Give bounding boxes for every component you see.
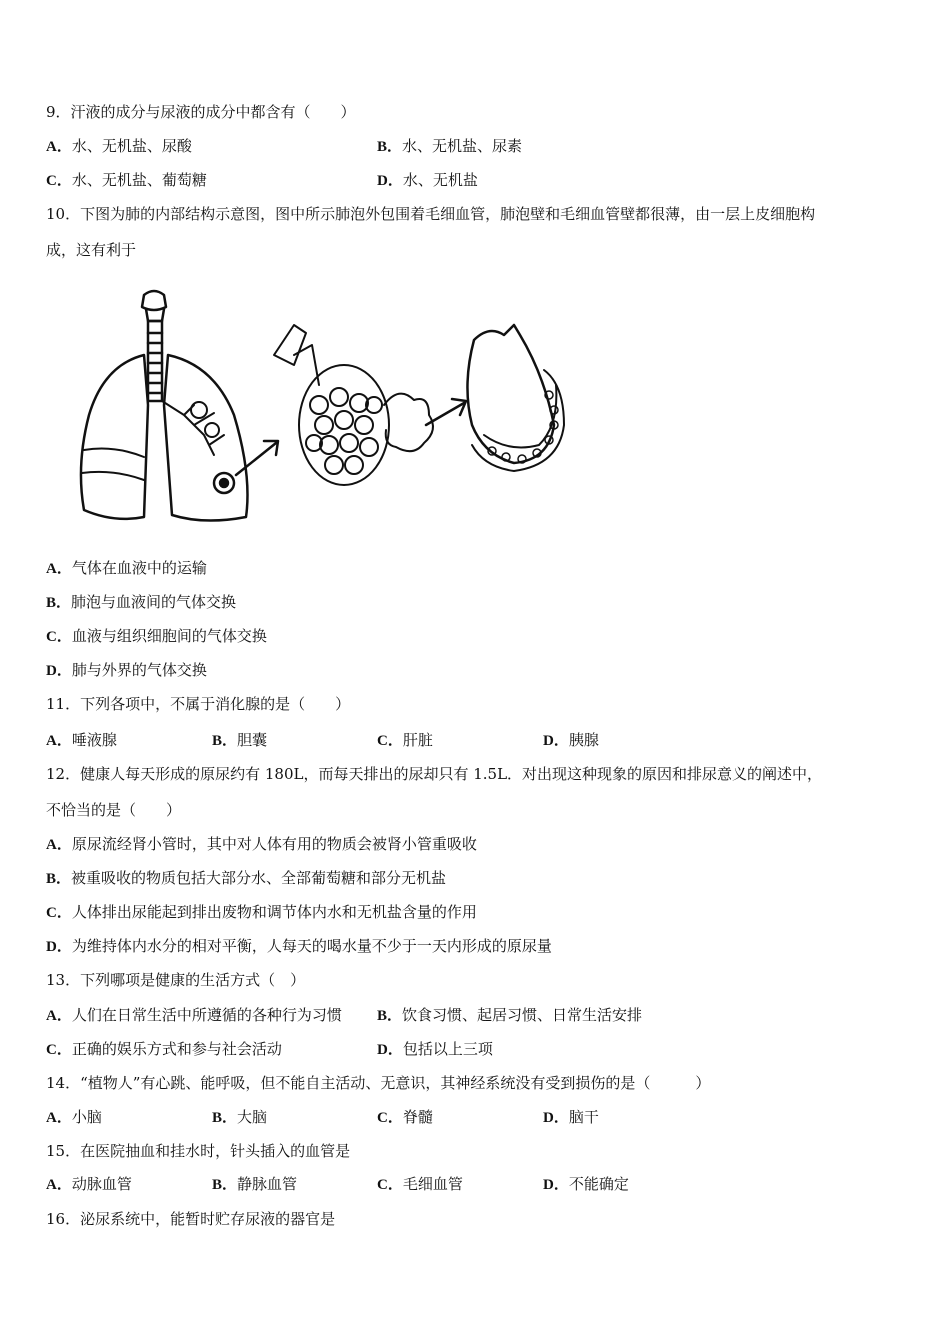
q12-option-b[interactable]: B．被重吸收的物质包括大部分水、全部葡萄糖和部分无机盐 [46,869,447,887]
q9-stem: 9．汗液的成分与尿液的成分中都含有（ ） [46,103,356,121]
q14-option-b[interactable]: B．大脑 [212,1108,268,1126]
q11-option-c[interactable]: C．肝脏 [377,731,433,749]
q9-option-a[interactable]: A．水、无机盐、尿酸 [46,137,192,155]
q13-option-d[interactable]: D．包括以上三项 [377,1040,493,1058]
lung-structure-figure [44,285,574,530]
q9-option-d[interactable]: D．水、无机盐 [377,171,478,189]
q10-option-d[interactable]: D．肺与外界的气体交换 [46,661,207,679]
alveolus-capillary-diagram [467,325,564,471]
q14-option-a[interactable]: A．小脑 [46,1108,102,1126]
q15-option-a[interactable]: A．动脉血管 [46,1175,132,1193]
q12-option-c[interactable]: C．人体排出尿能起到排出废物和调节体内水和无机盐含量的作用 [46,903,477,921]
left-lung-diagram [81,355,148,519]
q11-option-a[interactable]: A．唾液腺 [46,731,117,749]
q14-stem: 14．“植物人”有心跳、能呼吸，但不能自主活动、无意识，其神经系统没有受到损伤的是（ ） [46,1074,711,1092]
q13-stem: 13．下列哪项是健康的生活方式（ ） [46,971,306,989]
q16-stem: 16．泌尿系统中，能暂时贮存尿液的器官是 [46,1210,336,1228]
q12-stem-line1: 12．健康人每天形成的原尿约有 180L，而每天排出的尿却只有 1.5L．对出现这种现象的原因和排尿意义的阐述中， [46,765,823,783]
q12-stem-line2: 不恰当的是（ ） [46,801,182,819]
q10-stem-line1: 10．下图为肺的内部结构示意图，图中所示肺泡外包围着毛细血管，肺泡壁和毛细血管壁都很薄，由一层上皮细胞构 [46,205,816,223]
q13-option-a[interactable]: A．人们在日常生活中所遵循的各种行为习惯 [46,1006,342,1024]
q13-option-c[interactable]: C．正确的娱乐方式和参与社会活动 [46,1040,282,1058]
q14-option-d[interactable]: D．脑干 [543,1108,599,1126]
q15-option-c[interactable]: C．毛细血管 [377,1175,463,1193]
q11-stem: 11．下列各项中，不属于消化腺的是（ ） [46,695,351,713]
alveoli-cluster-diagram [274,325,433,485]
q11-option-b[interactable]: B．胆囊 [212,731,268,749]
q9-option-c[interactable]: C．水、无机盐、葡萄糖 [46,171,207,189]
q15-option-b[interactable]: B．静脉血管 [212,1175,298,1193]
q9-option-b[interactable]: B．水、无机盐、尿素 [377,137,523,155]
q10-option-c[interactable]: C．血液与组织细胞间的气体交换 [46,627,267,645]
q10-stem-line2: 成，这有利于 [46,241,137,259]
q11-option-d[interactable]: D．胰腺 [543,731,599,749]
q12-option-d[interactable]: D．为维持体内水分的相对平衡，人每天的喝水量不少于一天内形成的原尿量 [46,937,552,955]
q10-option-b[interactable]: B．肺泡与血液间的气体交换 [46,593,237,611]
q15-stem: 15．在医院抽血和挂水时，针头插入的血管是 [46,1142,351,1160]
q13-option-b[interactable]: B．饮食习惯、起居习惯、日常生活安排 [377,1006,643,1024]
q15-option-d[interactable]: D．不能确定 [543,1175,629,1193]
q12-option-a[interactable]: A．原尿流经肾小管时，其中对人体有用的物质会被肾小管重吸收 [46,835,477,853]
q10-option-a[interactable]: A．气体在血液中的运输 [46,559,207,577]
q14-option-c[interactable]: C．脊髓 [377,1108,433,1126]
